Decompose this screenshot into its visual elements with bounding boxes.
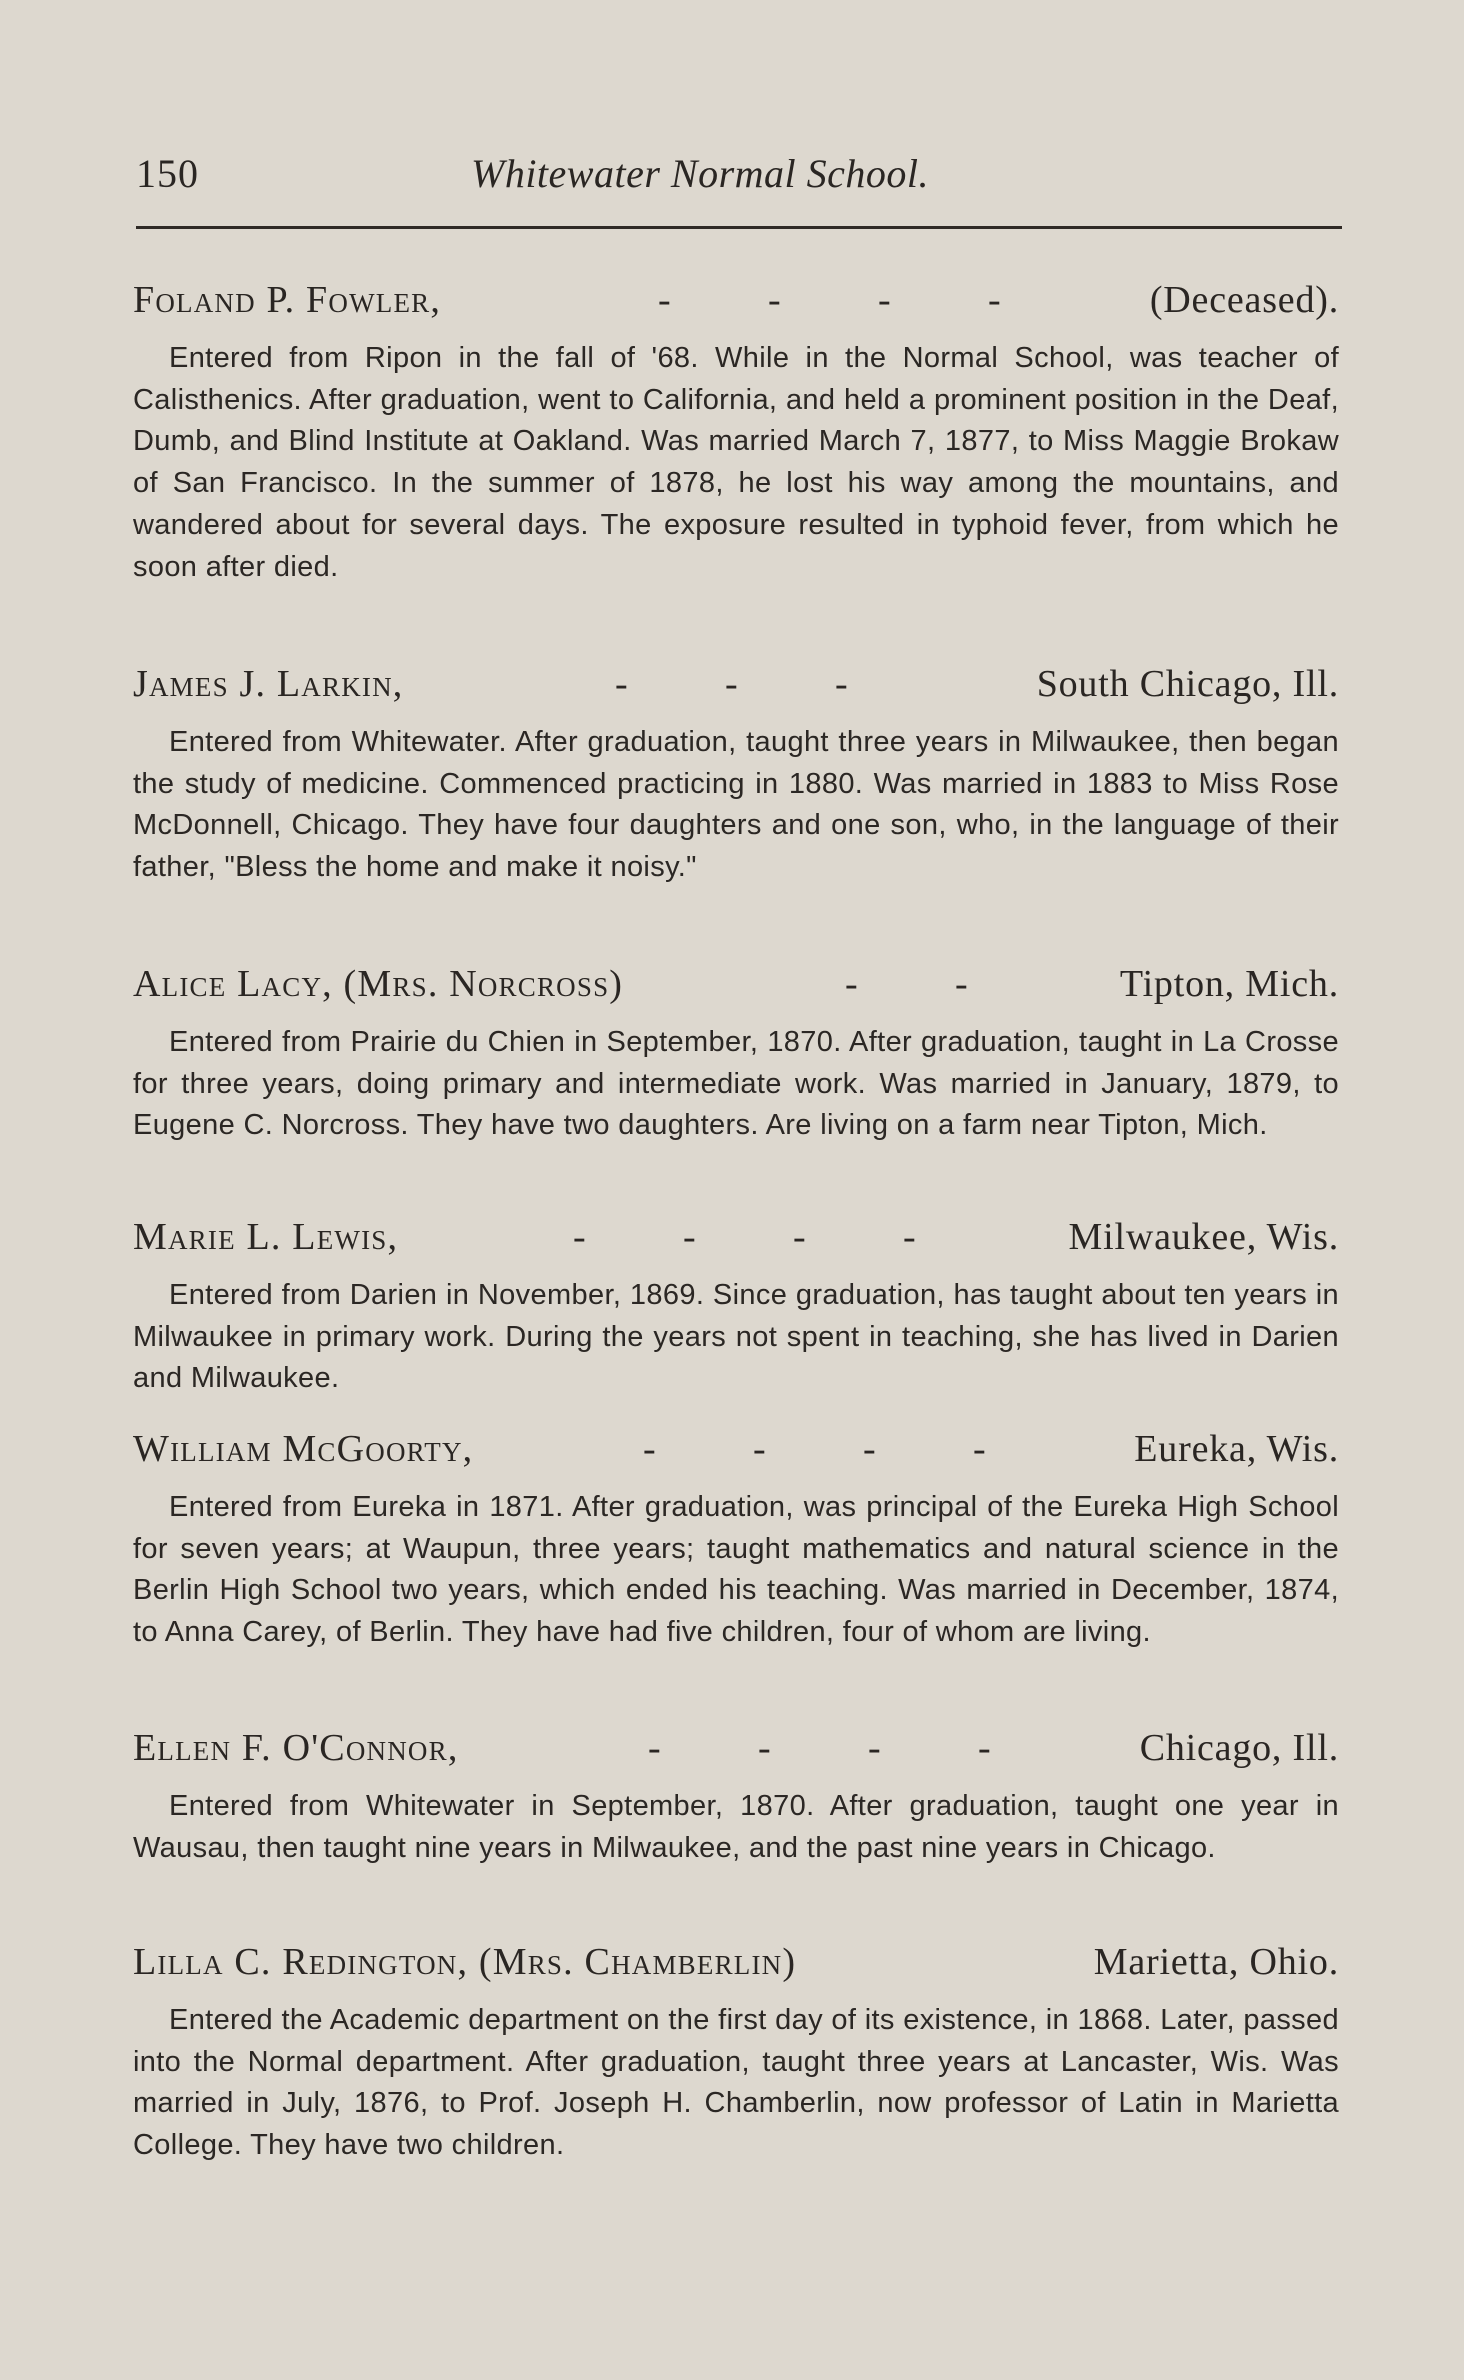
entry-name: Foland P. Fowler, <box>133 279 442 321</box>
page-number: 150 <box>136 151 199 196</box>
entry-heading <box>133 1427 1339 1483</box>
running-head <box>136 150 1336 210</box>
entry-place: Milwaukee, Wis. <box>1068 1216 1339 1258</box>
entry-fowler <box>133 278 1339 588</box>
entry-name: James J. Larkin, <box>133 663 404 705</box>
entry-heading <box>133 1726 1339 1782</box>
entry-place: Tipton, Mich. <box>1119 963 1339 1005</box>
entry-text: Entered from Prairie du Chien in September, 1870. After graduation, taught in La Crosse for three years, doing primary and intermediate work. Was married in January, 1879, to Eugene C. Norcross. They have two daughters. Are living on a farm near Tipton, Mich. <box>133 1026 1339 1142</box>
entry-place: (Deceased). <box>1149 279 1339 321</box>
entry-place: South Chicago, Ill. <box>1036 663 1339 705</box>
entry-redington <box>133 1940 1339 2167</box>
entry-place: Eureka, Wis. <box>1134 1428 1339 1470</box>
entry-heading <box>133 1940 1339 1996</box>
entry-dashes: - - - - <box>648 1727 991 1769</box>
entry-lewis <box>133 1215 1339 1400</box>
entry-heading <box>133 662 1339 718</box>
entry-text: Entered from Whitewater in September, 1870. After graduation, taught one year in Wausau, then taught nine years in Milwaukee, and the past nine years in Chicago. <box>133 1790 1339 1864</box>
entry-name: Ellen F. O'Connor, <box>133 1727 459 1769</box>
entry-place: Chicago, Ill. <box>1139 1727 1339 1769</box>
entry-dashes: - - - - <box>643 1428 986 1470</box>
entry-larkin <box>133 662 1339 889</box>
entry-heading <box>133 278 1339 334</box>
entry-dashes: - - <box>845 963 968 1005</box>
entry-dashes: - - - <box>615 663 848 705</box>
entry-dashes: - - - - <box>573 1216 916 1258</box>
entry-name: Lilla C. Redington, (Mrs. Chamberlin) <box>133 1941 797 1983</box>
entry-dashes: - - - - <box>658 279 1001 321</box>
entry-text: Entered from Darien in November, 1869. Since graduation, has taught about ten years in Milwaukee in primary work. During the years not spent in teaching, she has lived in Darien and Milwaukee. <box>133 1279 1339 1395</box>
entry-text: Entered from Whitewater. After graduation, taught three years in Milwaukee, then began the study of medicine. Commenced practicing in 1880. Was married in 1883 to Miss Rose McDonnell, Chicago. They have four daughters and one son, who, in the language of their father, "Bless the home and make it noisy." <box>133 726 1339 884</box>
entry-text: Entered from Eureka in 1871. After graduation, was principal of the Eureka High School for seven years; at Waupun, three years; taught mathematics and natural science in the Berlin High School two years, which ended his teaching. Was married in December, 1874, to Anna Carey, of Berlin. They have had five children, four of whom are living. <box>133 1491 1339 1649</box>
entry-heading <box>133 962 1339 1018</box>
running-title: Whitewater Normal School. <box>471 151 930 196</box>
header-rule <box>136 226 1342 229</box>
entry-text: Entered from Ripon in the fall of '68. While in the Normal School, was teacher of Calisthenics. After graduation, went to California, and held a prominent position in the Deaf, Dumb, and Blind Institute at Oakland. Was married March 7, 1877, to Miss Maggie Brokaw of San Francisco. In the summer of 1878, he lost his way among the mountains, and wandered about for several days. The exposure resulted in typhoid fever, from which he soon after died. <box>133 342 1339 583</box>
entry-text: Entered the Academic department on the first day of its existence, in 1868. Later, passed into the Normal department. After graduation, taught three years at Lancaster, Wis. Was married in July, 1876, to Prof. Joseph H. Chamberlin, now professor of Latin in Marietta College. They have two children. <box>133 2004 1339 2162</box>
entry-lacy <box>133 962 1339 1147</box>
entry-name: William McGoorty, <box>133 1428 474 1470</box>
entry-name: Alice Lacy, (Mrs. Norcross) <box>133 963 624 1005</box>
entry-heading <box>133 1215 1339 1271</box>
entry-mcgoorty <box>133 1427 1339 1654</box>
entry-place: Marietta, Ohio. <box>1093 1941 1339 1983</box>
entry-name: Marie L. Lewis, <box>133 1216 399 1258</box>
entry-oconnor <box>133 1726 1339 1869</box>
